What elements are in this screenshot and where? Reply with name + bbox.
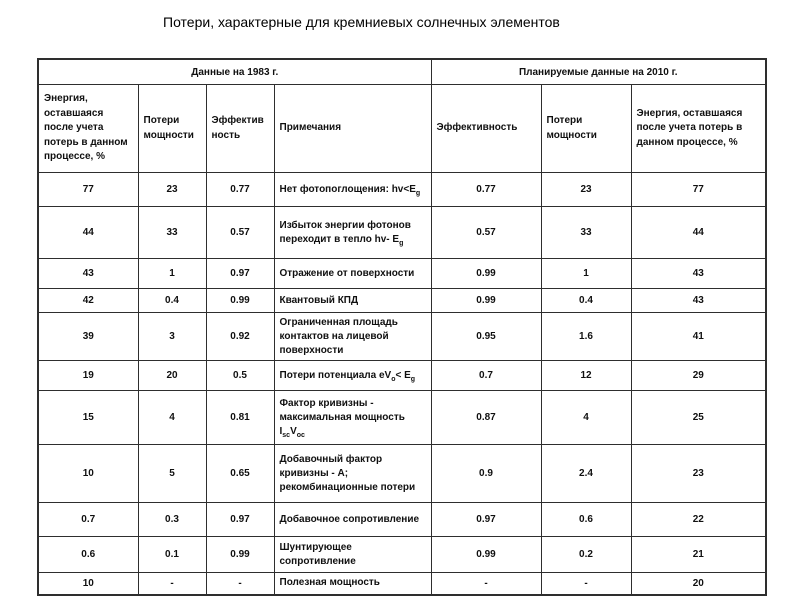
column-header-energy-2010: Энергия, оставшаяся после учета потерь в данном процессе, % [631, 85, 766, 173]
cell-efficiency-2010: 0.95 [431, 313, 541, 361]
cell-energy-1983: 10 [38, 573, 138, 595]
cell-note: Квантовый КПД [274, 289, 431, 313]
cell-power-loss-1983: 3 [138, 313, 206, 361]
losses-table [37, 58, 767, 596]
cell-power-loss-2010: 1.6 [541, 313, 631, 361]
cell-energy-1983: 19 [38, 361, 138, 391]
cell-power-loss-2010: 0.6 [541, 503, 631, 537]
cell-energy-1983: 42 [38, 289, 138, 313]
cell-efficiency-1983: 0.99 [206, 289, 274, 313]
slide-title: Потери, характерные для кремниевых солнечных элементов [163, 14, 560, 30]
cell-efficiency-1983: - [206, 573, 274, 595]
cell-energy-1983: 15 [38, 391, 138, 445]
cell-note: Полезная мощность [274, 573, 431, 595]
cell-energy-1983: 0.6 [38, 537, 138, 573]
column-header-row [38, 85, 766, 173]
cell-note: Потери потенциала $eV_o< E_g$ [274, 361, 431, 391]
cell-power-loss-1983: 33 [138, 207, 206, 259]
table-row [38, 207, 766, 259]
cell-efficiency-1983: 0.92 [206, 313, 274, 361]
group-header-row [38, 59, 766, 85]
cell-note: Шунтирующее сопротивление [274, 537, 431, 573]
cell-efficiency-1983: 0.97 [206, 503, 274, 537]
cell-efficiency-2010: 0.99 [431, 537, 541, 573]
cell-efficiency-2010: 0.99 [431, 289, 541, 313]
cell-efficiency-2010: 0.9 [431, 445, 541, 503]
cell-energy-2010: 23 [631, 445, 766, 503]
subscript: g [415, 189, 421, 197]
cell-energy-1983: 10 [38, 445, 138, 503]
cell-energy-1983: 0.7 [38, 503, 138, 537]
cell-power-loss-1983: 0.1 [138, 537, 206, 573]
cell-energy-2010: 20 [631, 573, 766, 595]
cell-efficiency-1983: 0.77 [206, 173, 274, 207]
cell-efficiency-1983: 0.81 [206, 391, 274, 445]
cell-note: Фактор кривизны - максимальная мощность $I_{sc}V_{oc}$ [274, 391, 431, 445]
cell-power-loss-1983: 0.4 [138, 289, 206, 313]
table-row [38, 391, 766, 445]
subscript: sc [282, 431, 291, 439]
cell-efficiency-2010: 0.97 [431, 503, 541, 537]
cell-power-loss-1983: - [138, 573, 206, 595]
group-header-2010: Планируемые данные на 2010 г. [431, 59, 766, 85]
column-header-efficiency-2010: Эффективность [431, 85, 541, 173]
subscript: oc [296, 431, 305, 439]
cell-efficiency-1983: 0.57 [206, 207, 274, 259]
cell-energy-2010: 44 [631, 207, 766, 259]
table-row [38, 361, 766, 391]
cell-efficiency-2010: 0.57 [431, 207, 541, 259]
column-header-energy-1983: Энергия, оставшаяся после учета потерь в данном процессе, % [38, 85, 138, 173]
cell-note: Нет фотопоглощения: $hv<E_g$ [274, 173, 431, 207]
cell-energy-1983: 44 [38, 207, 138, 259]
cell-power-loss-2010: 0.2 [541, 537, 631, 573]
cell-power-loss-2010: 12 [541, 361, 631, 391]
cell-efficiency-1983: 0.99 [206, 537, 274, 573]
cell-note: Избыток энергии фотонов переходит в тепло hv- $E_g$ [274, 207, 431, 259]
column-header-efficiency-1983: Эффективность [206, 85, 274, 173]
cell-energy-2010: 41 [631, 313, 766, 361]
column-header-notes: Примечания [274, 85, 431, 173]
cell-power-loss-1983: 5 [138, 445, 206, 503]
cell-energy-2010: 43 [631, 259, 766, 289]
subscript: g [410, 375, 416, 383]
column-header-power-loss-2010: Потери мощности [541, 85, 631, 173]
cell-power-loss-2010: 0.4 [541, 289, 631, 313]
cell-efficiency-1983: 0.5 [206, 361, 274, 391]
cell-efficiency-2010: 0.99 [431, 259, 541, 289]
cell-efficiency-2010: 0.77 [431, 173, 541, 207]
cell-power-loss-2010: - [541, 573, 631, 595]
cell-energy-1983: 39 [38, 313, 138, 361]
cell-energy-2010: 29 [631, 361, 766, 391]
cell-power-loss-1983: 20 [138, 361, 206, 391]
column-header-power-loss-1983: Потери мощности [138, 85, 206, 173]
table-body [38, 173, 766, 595]
cell-note: Добавочный фактор кривизны - A; рекомбинационные потери [274, 445, 431, 503]
table-row [38, 503, 766, 537]
cell-energy-1983: 77 [38, 173, 138, 207]
cell-note: Отражение от поверхности [274, 259, 431, 289]
cell-energy-2010: 77 [631, 173, 766, 207]
table-row [38, 445, 766, 503]
cell-energy-2010: 25 [631, 391, 766, 445]
cell-power-loss-1983: 0.3 [138, 503, 206, 537]
cell-power-loss-2010: 4 [541, 391, 631, 445]
cell-power-loss-2010: 1 [541, 259, 631, 289]
table-row [38, 173, 766, 207]
cell-efficiency-2010: 0.87 [431, 391, 541, 445]
cell-energy-2010: 22 [631, 503, 766, 537]
group-header-1983: Данные на 1983 г. [38, 59, 431, 85]
table-header [38, 59, 766, 173]
cell-efficiency-2010: - [431, 573, 541, 595]
cell-efficiency-1983: 0.65 [206, 445, 274, 503]
cell-power-loss-2010: 33 [541, 207, 631, 259]
table-row [38, 313, 766, 361]
table-row [38, 259, 766, 289]
subscript: g [399, 239, 404, 247]
cell-power-loss-1983: 4 [138, 391, 206, 445]
cell-note: Добавочное сопротивление [274, 503, 431, 537]
cell-efficiency-2010: 0.7 [431, 361, 541, 391]
cell-note: Ограниченная площадь контактов на лицевой поверхности [274, 313, 431, 361]
cell-energy-2010: 21 [631, 537, 766, 573]
cell-efficiency-1983: 0.97 [206, 259, 274, 289]
cell-power-loss-2010: 23 [541, 173, 631, 207]
cell-power-loss-2010: 2.4 [541, 445, 631, 503]
table-row [38, 537, 766, 573]
subscript: o [391, 375, 396, 383]
cell-energy-2010: 43 [631, 289, 766, 313]
cell-power-loss-1983: 1 [138, 259, 206, 289]
table-row [38, 573, 766, 595]
cell-power-loss-1983: 23 [138, 173, 206, 207]
table-row [38, 289, 766, 313]
cell-energy-1983: 43 [38, 259, 138, 289]
